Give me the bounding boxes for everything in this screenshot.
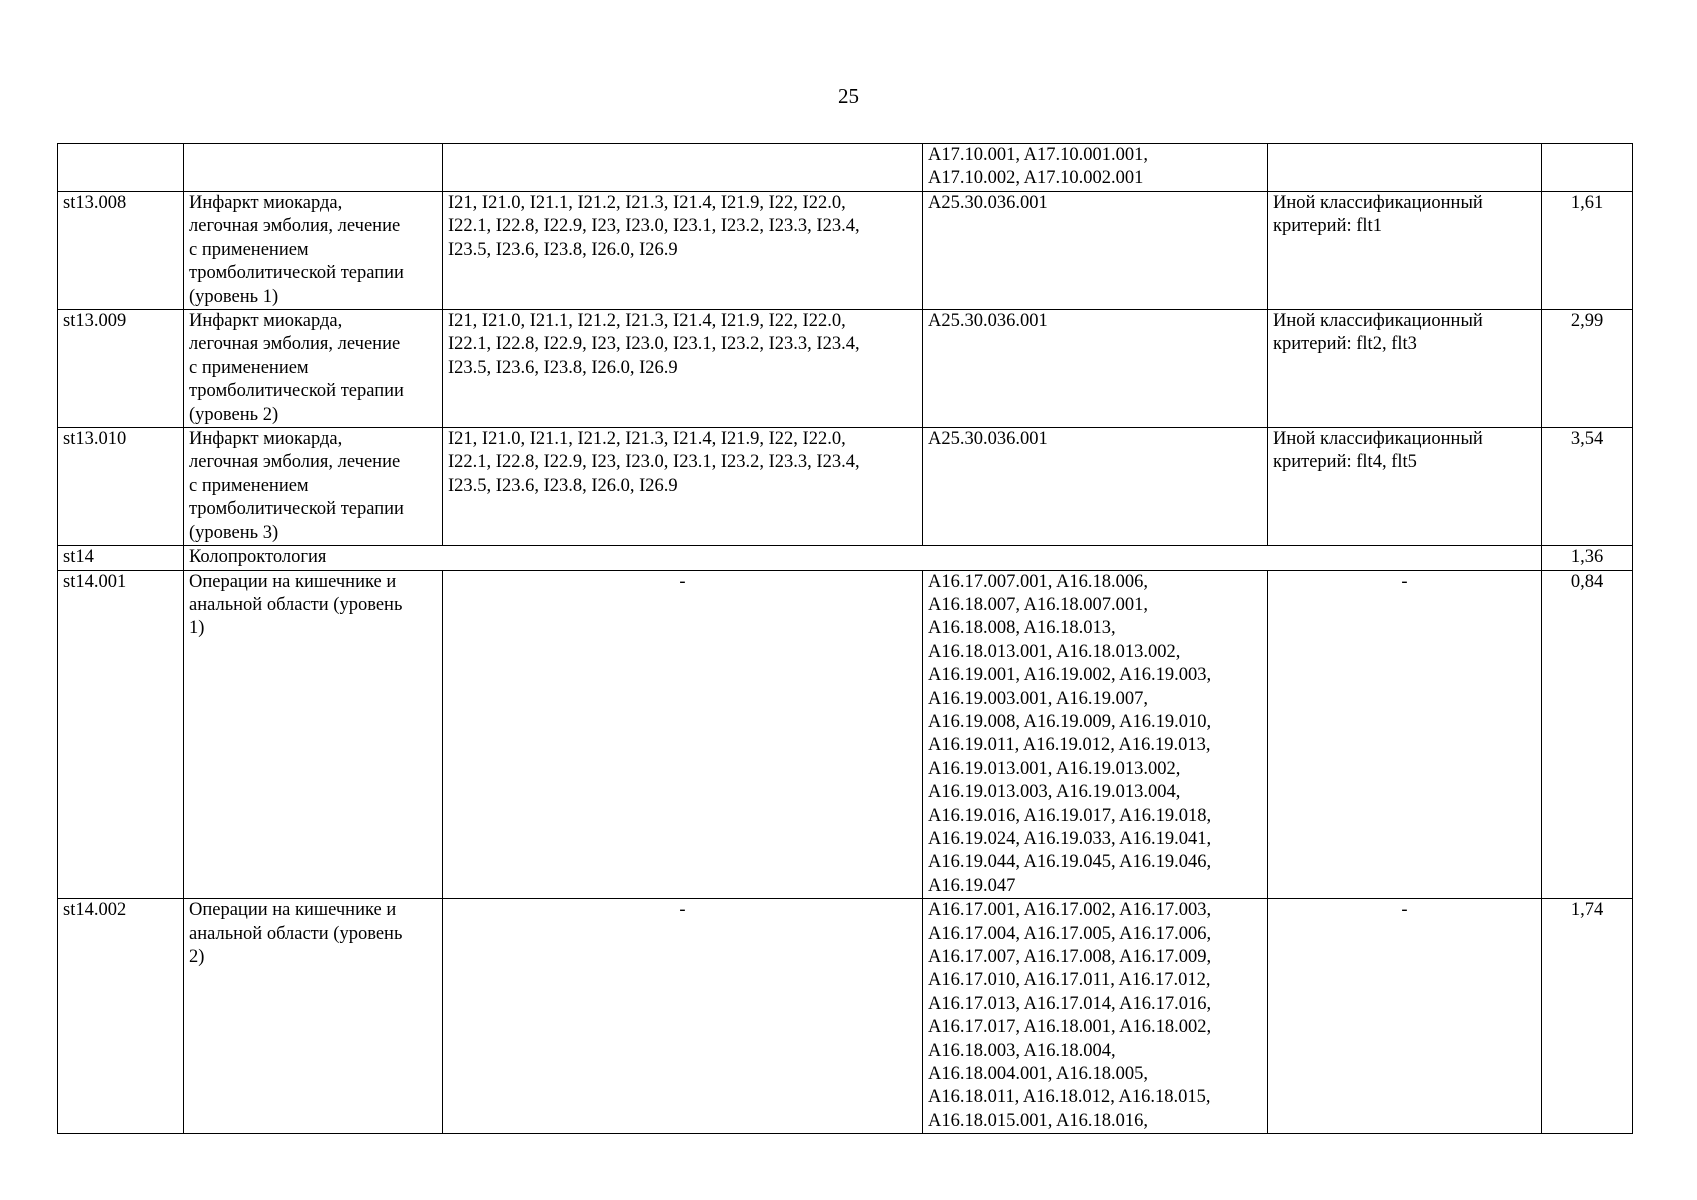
criteria-cell: - <box>1268 570 1542 899</box>
coefficient-cell: 1,61 <box>1542 192 1633 310</box>
table-row <box>58 192 1633 310</box>
code-cell: st14.002 <box>58 899 184 1134</box>
name-cell <box>184 144 443 192</box>
criteria-cell <box>1268 144 1542 192</box>
table-row <box>58 428 1633 546</box>
code-cell: st13.009 <box>58 310 184 428</box>
operations-cell: A25.30.036.001 <box>923 428 1268 546</box>
name-cell: Операции на кишечнике и анальной области (уровень 2) <box>184 899 443 1134</box>
table-row <box>58 570 1633 899</box>
diagnoses-cell: I21, I21.0, I21.1, I21.2, I21.3, I21.4, I21.9, I22, I22.0, I22.1, I22.8, I22.9, I23, I23.0, I23.1, I23.2, I23.3, I23.4, I23.5, I23.6, I23.8, I26.0, I26.9 <box>443 192 923 310</box>
diagnoses-cell: - <box>443 899 923 1134</box>
section-header-row <box>58 546 1633 570</box>
name-cell: Инфаркт миокарда, легочная эмболия, лечение с применением тромболитической терапии (уровень 1) <box>184 192 443 310</box>
name-cell: Операции на кишечнике и анальной области (уровень 1) <box>184 570 443 899</box>
coefficient-cell: 0,84 <box>1542 570 1633 899</box>
diagnoses-cell <box>443 144 923 192</box>
table-row <box>58 899 1633 1134</box>
table-row <box>58 144 1633 192</box>
diagnoses-cell: - <box>443 570 923 899</box>
page-number: 25 <box>838 84 859 108</box>
operations-cell: A16.17.001, A16.17.002, A16.17.003, A16.17.004, A16.17.005, A16.17.006, A16.17.007, A16.17.008, A16.17.009, A16.17.010, A16.17.011, A16.17.012, A16.17.013, A16.17.014, A16.17.016, A16.17.017, A16.18.001, A16.18.002, A16.18.003, A16.18.004, A16.18.004.001, A16.18.005, A16.18.011, A16.18.012, A16.18.015, A16.18.015.001, A16.18.016, <box>923 899 1268 1134</box>
criteria-cell: Иной классификационный критерий: flt2, flt3 <box>1268 310 1542 428</box>
code-cell: st13.010 <box>58 428 184 546</box>
code-cell: st14.001 <box>58 570 184 899</box>
coefficient-cell <box>1542 144 1633 192</box>
section-code-cell: st14 <box>58 546 184 570</box>
criteria-cell: Иной классификационный критерий: flt4, flt5 <box>1268 428 1542 546</box>
name-cell: Инфаркт миокарда, легочная эмболия, лечение с применением тромболитической терапии (уровень 3) <box>184 428 443 546</box>
operations-cell: A25.30.036.001 <box>923 310 1268 428</box>
criteria-cell: Иной классификационный критерий: flt1 <box>1268 192 1542 310</box>
code-cell <box>58 144 184 192</box>
section-name-cell: Колопроктология <box>184 546 1542 570</box>
name-cell: Инфаркт миокарда, легочная эмболия, лечение с применением тромболитической терапии (уровень 2) <box>184 310 443 428</box>
criteria-cell: - <box>1268 899 1542 1134</box>
coefficient-cell: 3,54 <box>1542 428 1633 546</box>
table-row <box>58 310 1633 428</box>
diagnoses-cell: I21, I21.0, I21.1, I21.2, I21.3, I21.4, I21.9, I22, I22.0, I22.1, I22.8, I22.9, I23, I23.0, I23.1, I23.2, I23.3, I23.4, I23.5, I23.6, I23.8, I26.0, I26.9 <box>443 428 923 546</box>
operations-cell: A17.10.001, A17.10.001.001, A17.10.002, A17.10.002.001 <box>923 144 1268 192</box>
coefficient-cell: 1,74 <box>1542 899 1633 1134</box>
section-coefficient-cell: 1,36 <box>1542 546 1633 570</box>
operations-cell: A16.17.007.001, A16.18.006, A16.18.007, A16.18.007.001, A16.18.008, A16.18.013, A16.18.013.001, A16.18.013.002, A16.19.001, A16.19.002, A16.19.003, A16.19.003.001, A16.19.007, A16.19.008, A16.19.009, A16.19.010, A16.19.011, A16.19.012, A16.19.013, A16.19.013.001, A16.19.013.002, A16.19.013.003, A16.19.013.004, A16.19.016, A16.19.017, A16.19.018, A16.19.024, A16.19.033, A16.19.041, A16.19.044, A16.19.045, A16.19.046, A16.19.047 <box>923 570 1268 899</box>
diagnoses-cell: I21, I21.0, I21.1, I21.2, I21.3, I21.4, I21.9, I22, I22.0, I22.1, I22.8, I22.9, I23, I23.0, I23.1, I23.2, I23.3, I23.4, I23.5, I23.6, I23.8, I26.0, I26.9 <box>443 310 923 428</box>
ksg-table <box>57 143 1633 1134</box>
code-cell: st13.008 <box>58 192 184 310</box>
coefficient-cell: 2,99 <box>1542 310 1633 428</box>
operations-cell: A25.30.036.001 <box>923 192 1268 310</box>
